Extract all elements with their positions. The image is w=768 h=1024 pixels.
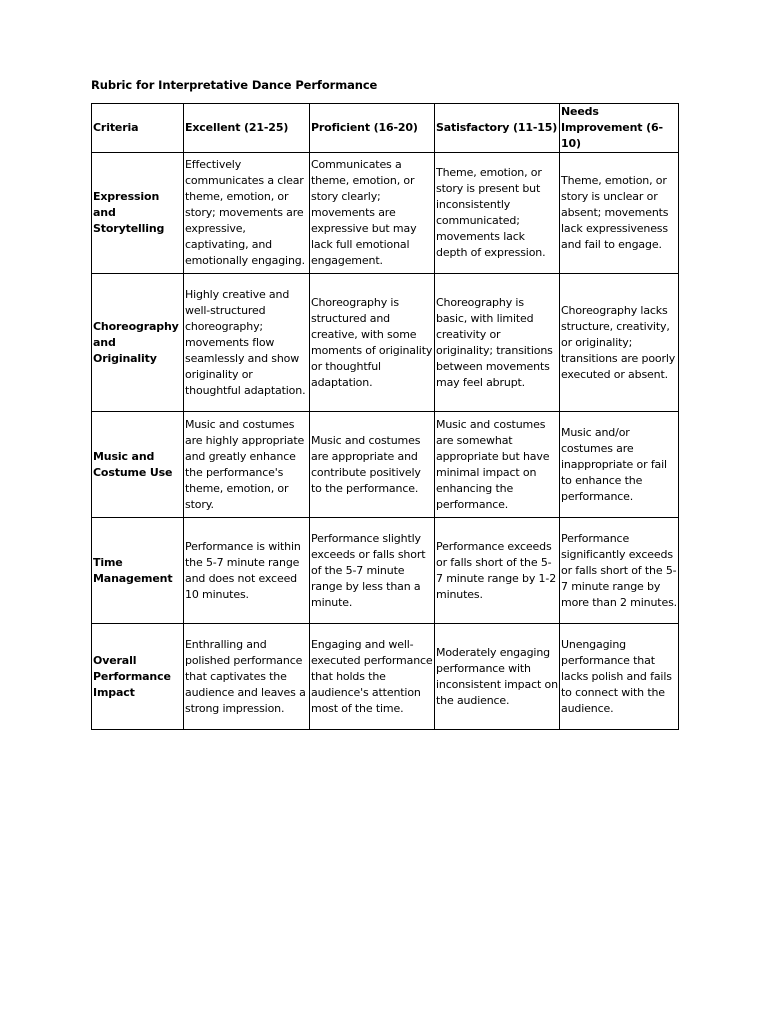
table-row — [92, 274, 679, 412]
header-proficient: Proficient (16-20) — [310, 104, 435, 153]
table-row — [92, 412, 679, 518]
table-row — [92, 518, 679, 624]
criterion-cell: Music and Costume Use — [92, 412, 184, 518]
satisfactory-cell: Theme, emotion, or story is present but inconsistently communicated; movements lack depth of expression. — [435, 153, 560, 274]
header-criteria: Criteria — [92, 104, 184, 153]
proficient-cell: Choreography is structured and creative, with some moments of originality or thoughtful adaptation. — [310, 274, 435, 412]
excellent-cell: Effectively communicates a clear theme, emotion, or story; movements are expressive, captivating, and emotionally engaging. — [184, 153, 310, 274]
needs-improvement-cell: Music and/or costumes are inappropriate or fail to enhance the performance. — [560, 412, 679, 518]
criterion-cell: Time Management — [92, 518, 184, 624]
table-row — [92, 153, 679, 274]
table-row — [92, 624, 679, 730]
satisfactory-cell: Moderately engaging performance with inconsistent impact on the audience. — [435, 624, 560, 730]
proficient-cell: Performance slightly exceeds or falls short of the 5-7 minute range by less than a minute. — [310, 518, 435, 624]
proficient-cell: Music and costumes are appropriate and contribute positively to the performance. — [310, 412, 435, 518]
proficient-cell: Communicates a theme, emotion, or story clearly; movements are expressive but may lack full emotional engagement. — [310, 153, 435, 274]
needs-improvement-cell: Performance significantly exceeds or falls short of the 5-7 minute range by more than 2 minutes. — [560, 518, 679, 624]
rubric-table — [91, 103, 679, 730]
excellent-cell: Performance is within the 5-7 minute range and does not exceed 10 minutes. — [184, 518, 310, 624]
needs-improvement-cell: Choreography lacks structure, creativity, or originality; transitions are poorly executed or absent. — [560, 274, 679, 412]
proficient-cell: Engaging and well-executed performance that holds the audience's attention most of the time. — [310, 624, 435, 730]
excellent-cell: Music and costumes are highly appropriate and greatly enhance the performance's theme, emotion, or story. — [184, 412, 310, 518]
criterion-cell: Overall Performance Impact — [92, 624, 184, 730]
document-title: Rubric for Interpretative Dance Performance — [91, 78, 378, 92]
excellent-cell: Enthralling and polished performance that captivates the audience and leaves a strong impression. — [184, 624, 310, 730]
needs-improvement-cell: Unengaging performance that lacks polish and fails to connect with the audience. — [560, 624, 679, 730]
table-header-row — [92, 104, 679, 153]
satisfactory-cell: Music and costumes are somewhat appropriate but have minimal impact on enhancing the performance. — [435, 412, 560, 518]
criterion-cell: Choreography and Originality — [92, 274, 184, 412]
header-excellent: Excellent (21-25) — [184, 104, 310, 153]
needs-improvement-cell: Theme, emotion, or story is unclear or absent; movements lack expressiveness and fail to engage. — [560, 153, 679, 274]
excellent-cell: Highly creative and well-structured choreography; movements flow seamlessly and show originality or thoughtful adaptation. — [184, 274, 310, 412]
satisfactory-cell: Choreography is basic, with limited creativity or originality; transitions between movements may feel abrupt. — [435, 274, 560, 412]
criterion-cell: Expression and Storytelling — [92, 153, 184, 274]
header-needs-improvement: Needs Improvement (6-10) — [560, 104, 679, 153]
header-satisfactory: Satisfactory (11-15) — [435, 104, 560, 153]
satisfactory-cell: Performance exceeds or falls short of the 5-7 minute range by 1-2 minutes. — [435, 518, 560, 624]
